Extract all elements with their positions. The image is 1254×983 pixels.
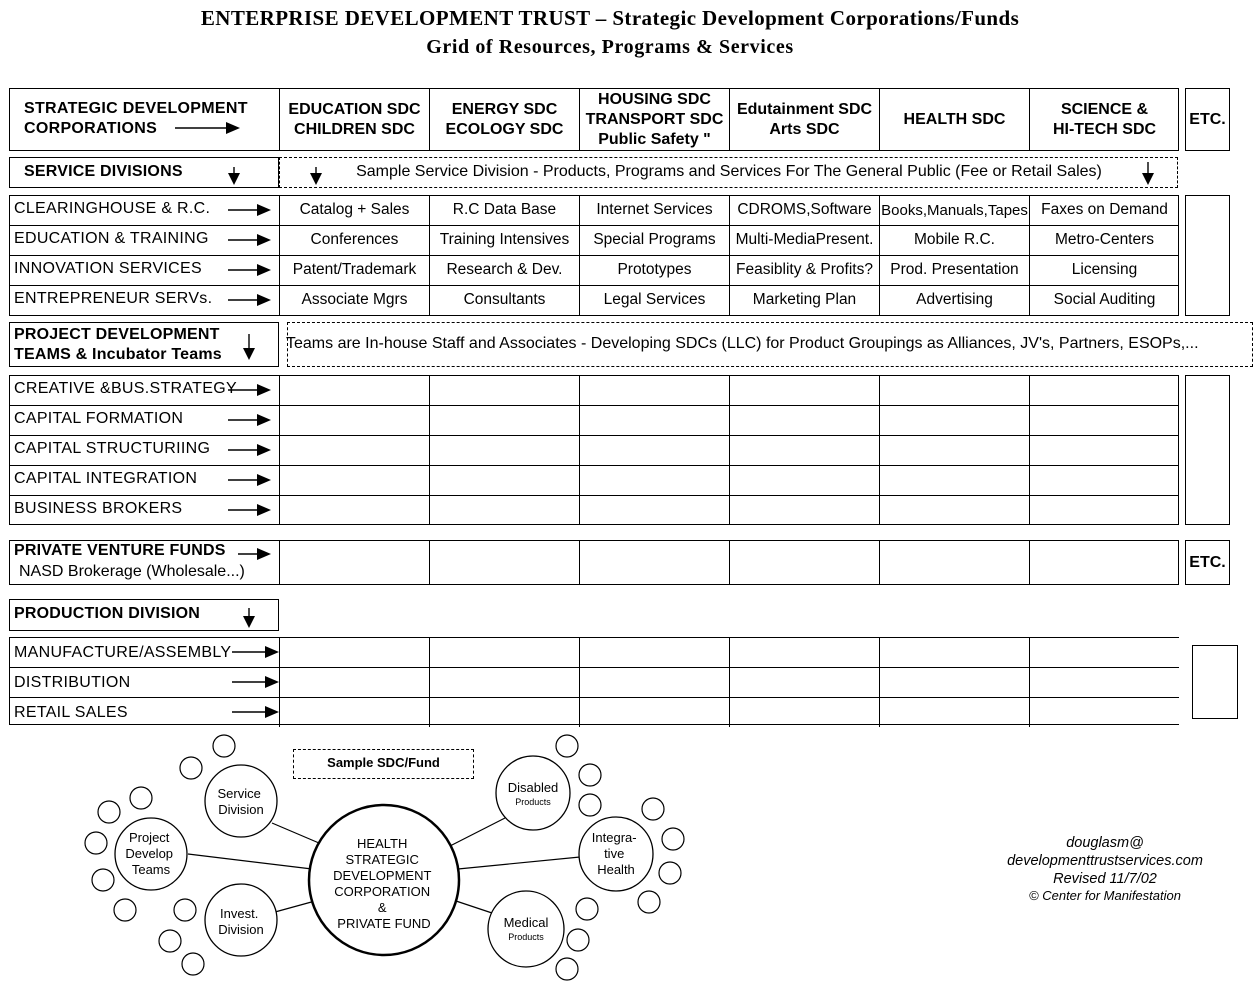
service-cell: Prod. Presentation [879,255,1029,285]
service-cell: Licensing [1029,255,1179,285]
service-cell: Special Programs [579,225,729,255]
center-text: HEALTH STRATEGIC DEVELOPMENT CORPORATION & PRIVATE FUND [333,836,432,931]
footer-revised: Revised 11/7/02 [1053,871,1157,887]
service-division-text: Service Division [217,786,264,817]
service-cell: Faxes on Demand [1029,195,1179,225]
private-venture-etc: ETC. [1185,540,1230,585]
production-label: PRODUCTION DIVISION [14,605,201,622]
corporations-label: STRATEGIC DEVELOPMENT CORPORATIONS [24,100,248,137]
header-col-line1: HEALTH SDC [903,110,1006,128]
private-venture-sub: NASD Brokerage (Wholesale...) [19,563,245,580]
service-cell: Associate Mgrs [279,285,429,315]
footer-email-2: developmenttrustservices.com [1007,853,1203,869]
page-title: ENTERPRISE DEVELOPMENT TRUST – Strategic Development Corporations/Funds [200,6,1020,30]
header-col-line2: ECOLOGY SDC [445,120,564,138]
project-row-label: BUSINESS BROKERS [14,500,183,517]
medical-text: Medical [503,915,549,930]
service-row-label: CLEARINGHOUSE & R.C. [14,200,211,217]
service-row-label: EDUCATION & TRAINING [14,230,209,247]
header-col-line1: HOUSING SDC [598,90,711,108]
service-cell: Research & Dev. [429,255,579,285]
header-col-line2: CHILDREN SDC [294,120,415,138]
medical-sub-text: Products [508,932,544,942]
service-row-label: ENTREPRENEUR SERVs. [14,290,213,307]
service-cell: Legal Services [579,285,729,315]
project-row-label: CREATIVE &BUS.STRATEGY [14,380,237,397]
sample-sdc-label: Sample SDC/Fund [327,755,440,770]
header-col-line3: Public Safety " [598,130,711,148]
page-subtitle: Grid of Resources, Programs & Services [426,36,794,58]
footer-email-1: douglasm@ [1066,835,1144,851]
project-row-label: CAPITAL FORMATION [14,410,184,427]
disabled-text: Disabled [507,780,559,795]
service-cell: Training Intensives [429,225,579,255]
disabled-sub-text: Products [515,797,551,807]
service-cell: Feasiblity & Profits? [729,255,879,285]
header-col-line1: EDUCATION SDC [288,100,421,118]
production-row-label: MANUFACTURE/ASSEMBLY [14,644,232,661]
project-row-label: CAPITAL INTEGRATION [14,470,198,487]
service-cell: R.C Data Base [429,195,579,225]
service-cell: Advertising [879,285,1029,315]
service-cell: Multi-MediaPresent. [729,225,879,255]
service-cell: Marketing Plan [729,285,879,315]
service-cell: Conferences [279,225,429,255]
service-cell: CDROMS,Software [729,195,879,225]
production-row-label: RETAIL SALES [14,704,128,721]
header-col-line1: SCIENCE & [1060,100,1149,118]
project-row-label: CAPITAL STRUCTURIING [14,440,211,457]
footer-copyright: © Center for Manifestation [1029,888,1181,903]
integrative-health-text: Integra- tive Health [591,830,637,877]
service-cell: Internet Services [579,195,729,225]
service-cell: Social Auditing [1029,285,1179,315]
service-cell: Catalog + Sales [279,195,429,225]
service-row-label: INNOVATION SERVICES [14,260,202,277]
service-cell: Consultants [429,285,579,315]
etc-header: ETC. [1185,88,1230,151]
service-division-circle [205,765,277,837]
header-col-line1: Edutainment SDC [736,100,873,118]
service-division-note: Sample Service Division - Products, Programs and Services For The General Public (Fee or Retail Sales) [356,163,1102,180]
project-teams-text: Project Develop Teams [125,830,174,877]
service-cell: Patent/Trademark [279,255,429,285]
service-cell: Metro-Centers [1029,225,1179,255]
invest-division-text: Invest. Division [218,906,264,937]
private-venture-label: PRIVATE VENTURE FUNDS [14,542,226,559]
header-col-line2: Arts SDC [769,120,840,138]
service-cell: Books,Manuals,Tapes [879,195,1029,225]
header-col-line1: ENERGY SDC [451,100,558,118]
project-teams-note: Teams are In-house Staff and Associates - Developing SDCs (LLC) for Product Groupings as Alliances, JV's, Partners, ESOPs,... [286,335,1199,352]
service-cell: Prototypes [579,255,729,285]
header-col-line2: TRANSPORT SDC [585,110,724,128]
production-row-label: DISTRIBUTION [14,674,131,691]
project-teams-label: PROJECT DEVELOPMENT TEAMS & Incubator Teams [14,326,222,363]
header-col-line2: HI-TECH SDC [1052,120,1157,138]
service-cell: Mobile R.C. [879,225,1029,255]
service-divisions-label: SERVICE DIVISIONS [24,163,183,180]
